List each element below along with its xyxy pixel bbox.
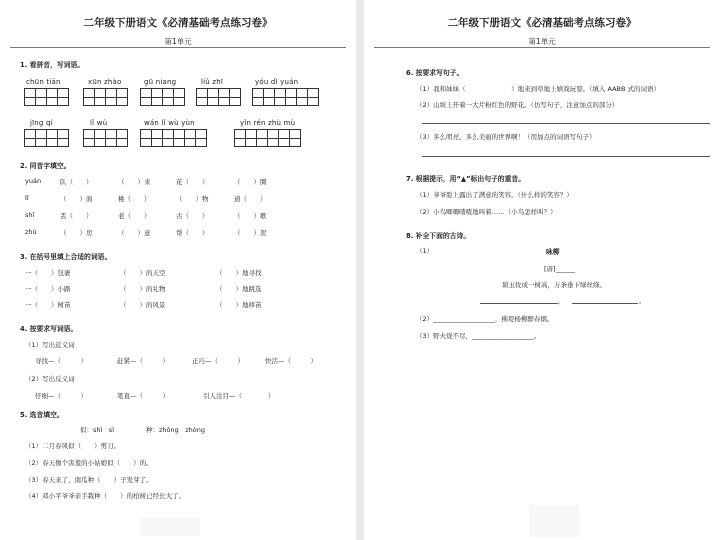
blank-item[interactable]: （ ）的风景 [120,301,166,309]
blank-item[interactable]: 桃（ ） [118,195,151,203]
blank-item[interactable]: 正巧—（ ） [192,357,244,365]
blank-item[interactable]: （ ）地移苗 [216,301,262,309]
divider [10,47,346,48]
blank-item[interactable]: （4）邓小平爷爷亲手栽种（ ）的柏树已经长大了。 [25,492,186,500]
question-item[interactable]: （2）小鸟唧唧喳喳地叫着……（小鸟怎样叫？） [416,208,557,216]
char-grid[interactable] [83,129,127,147]
poem-title: 咏柳 [546,248,560,256]
blank-item[interactable]: （ ）地跳选 [216,285,262,293]
char-grid[interactable] [140,129,206,147]
blank-item[interactable]: 古（ ） [176,212,209,220]
section-3-heading: 3. 在括号里填上合适的词语。 [20,253,112,261]
blank-item[interactable]: 丢（ ） [60,212,93,220]
section-4-heading: 4. 按要求写词语。 [20,325,78,333]
blank-item[interactable]: 一（ ）包裹 [25,269,71,277]
blank-item[interactable]: （ ）圈 [234,178,267,186]
pinyin-label: zhù [25,228,37,236]
blank-item[interactable]: （ ）物 [176,195,209,203]
answer-line[interactable] [572,303,638,304]
blank-item[interactable]: （ ）贺 [234,229,267,237]
section-6-heading: 6. 按要求写句子。 [406,69,464,77]
pinyin-label: yóu dì yuán [255,78,299,86]
option-label: 种：zhǒng zhòng [146,426,206,434]
pinyin-label: wán lǐ wù yùn [144,119,195,127]
unit-label: 第1单元 [528,37,556,46]
blank-item[interactable]: （ ）歌 [234,212,267,220]
pinyin-label: chūn tiān [26,78,61,86]
pinyin-label: gū niang [144,78,177,86]
unit-label: 第1单元 [164,37,192,46]
blank-item[interactable]: 老（ ） [118,212,151,220]
pinyin-label: liǔ zhī [201,78,224,86]
pinyin-label: yuán [25,177,42,185]
section-5-heading: 5. 选音填空。 [20,411,64,419]
char-grid[interactable] [83,88,127,106]
item-number: （1） [416,247,434,255]
watermark-area [529,505,579,537]
char-grid[interactable] [140,88,184,106]
answer-line[interactable] [480,303,558,304]
punctuation: ， [558,297,565,305]
watermark-area [140,518,200,536]
blank-item[interactable]: （ ）房 [60,229,93,237]
char-grid[interactable] [24,88,68,106]
section-2-heading: 2. 同音字填空。 [20,162,71,170]
pinyin-label: shī [25,211,35,219]
page-title: 二年级下册语文《必清基础考点练习卷》 [447,17,637,29]
blank-item[interactable]: 队（ ） [60,178,93,186]
blank-item[interactable]: 一（ ）小路 [25,285,71,293]
question-item[interactable]: （1）我和妹妹（ ）地来到草地上嬉戏玩耍。（填入 AABB 式的词语） [416,85,661,93]
punctuation: 。 [639,297,646,305]
section-7-heading: 7. 根据提示，用“▲”标出句子的重音。 [406,175,525,183]
char-grid[interactable] [196,88,240,106]
question-item[interactable]: （3）多么明亮、多么美丽的世界啊！（用加点的词语写句子） [416,133,596,141]
pinyin-label: jīng qí [30,119,53,127]
blank-item[interactable]: 仔细—（ ） [35,392,87,400]
char-grid[interactable] [24,129,68,147]
blank-item[interactable]: 赶紧—（ ） [117,357,169,365]
page-right [364,0,720,540]
page-title: 二年级下册语文《必清基础考点练习卷》 [83,17,273,29]
option-label: 似：shì sì [80,426,115,434]
question-item[interactable]: （2）___________________，拂堤杨柳醉春烟。 [416,315,554,323]
subheading: （1）写出近义词 [25,341,75,349]
answer-line[interactable] [422,123,710,124]
poem-line: 碧玉妆成一树高，万条垂下绿丝绦。 [502,281,606,289]
char-grid[interactable] [234,129,300,147]
section-1-heading: 1. 看拼音，写词语。 [20,61,85,69]
pinyin-label: lǐ wù [90,119,108,127]
page-left [0,0,356,540]
subheading: （2）写出反义词 [25,375,75,383]
question-item[interactable]: （2）山坡上开着一大片粉红色的野花。（仿写句子，注意加点的部分） [416,101,619,109]
blank-item[interactable]: （ ）的礼物 [120,285,166,293]
answer-line[interactable] [422,156,710,157]
pinyin-label: xūn zhào [88,78,122,86]
blank-item[interactable]: （ ）的天空 [120,269,166,277]
pinyin-label: yǐn rén zhù mù [240,119,296,127]
blank-item[interactable]: 道（ ） [234,195,267,203]
question-item[interactable]: （1）爷爷脸上露出了满意的笑容。（什么样的笑容？） [416,191,573,199]
blank-item[interactable]: （ ）面 [60,195,93,203]
blank-item[interactable]: （ ）意 [118,229,151,237]
poem-dynasty[interactable]: [唐]______ [544,265,576,273]
question-item[interactable]: （3）野火烧不尽，___________________。 [416,332,541,340]
blank-item[interactable]: （1）二月春风似（ ）剪刀。 [25,442,121,450]
blank-item[interactable]: 花（ ） [176,178,209,186]
blank-item[interactable]: 快活—（ ） [265,357,317,365]
char-grid[interactable] [252,88,318,106]
blank-item[interactable]: （ ）来 [118,178,151,186]
blank-item[interactable]: （2）春天像个害羞的小姑娘似（ ）的。 [25,459,153,467]
pinyin-label: lǐ [25,194,29,202]
divider [374,47,710,48]
blank-item[interactable]: 笔直—（ ） [117,392,169,400]
blank-item[interactable]: 帮（ ） [176,229,209,237]
section-8-heading: 8. 补全下面的古诗。 [406,232,471,240]
blank-item[interactable]: 寻找—（ ） [35,357,87,365]
blank-item[interactable]: （3）春天来了，南瓜种（ ）子发芽了。 [25,476,153,484]
blank-item[interactable]: （ ）地寻找 [216,269,262,277]
blank-item[interactable]: 一（ ）树苗 [25,301,71,309]
blank-item[interactable]: 引人注目—（ ） [203,392,275,400]
